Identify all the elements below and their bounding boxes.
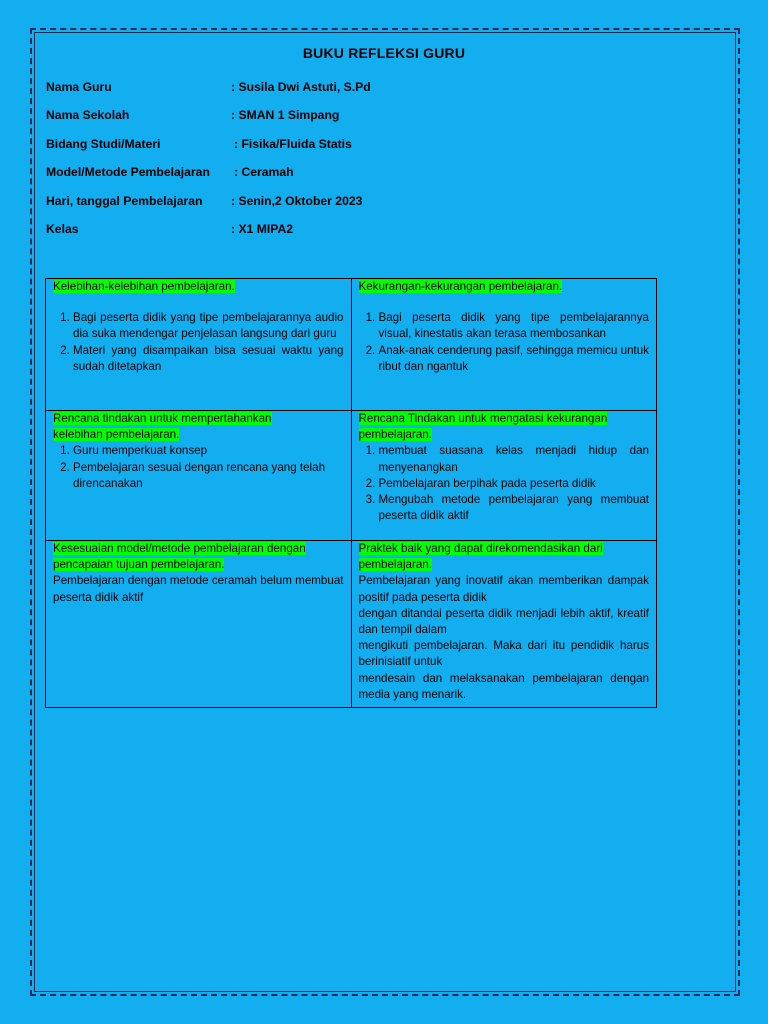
spacer <box>53 295 344 310</box>
cell-body-line: mengikuti pembelajaran. Maka dari itu pendidik harus berinisiatif untuk <box>358 639 649 669</box>
cell-heading: pembelajaran. <box>358 558 432 572</box>
list-item: 1. Guru memperkuat konsep <box>73 443 344 459</box>
info-value: : Susila Dwi Astuti, S.Pd <box>231 80 371 94</box>
list-item: 1. Bagi peserta didik yang tipe pembelajarannya visual, kinestatis akan terasa membosankan <box>379 310 650 342</box>
list-item: 2. Anak-anak cenderung pasif, sehingga memicu untuk ribut dan ngantuk <box>379 343 650 375</box>
document-title: BUKU REFLEKSI GURU <box>302 45 466 61</box>
cell-kelebihan <box>46 279 352 411</box>
info-label: Bidang Studi/Materi <box>46 137 161 151</box>
cell-praktek-baik <box>351 541 657 708</box>
cell-heading: Rencana Tindakan untuk mengatasi kekurangan <box>358 412 608 425</box>
list-item: 2. Pembelajaran berpihak pada peserta didik <box>379 476 650 492</box>
cell-body-line: dengan ditandai peserta didik menjadi lebih aktif, kreatif dan tempil dalam <box>358 606 649 637</box>
list-item: 1. membuat suasana kelas menjadi hidup dan menyenangkan <box>379 443 650 475</box>
cell-rencana-mengatasi <box>351 411 657 541</box>
info-value: : X1 MIPA2 <box>231 222 294 236</box>
cell-heading: Kekurangan-kekurangan pembelajaran. <box>358 280 563 293</box>
cell-heading: Rencana tindakan untuk mempertahankan <box>53 412 272 425</box>
list-item: 1. Bagi peserta didik yang tipe pembelajarannya audio dia suka mendengar penjelasan langsung dari guru <box>73 310 344 342</box>
cell-heading: kelebihan pembelajaran. <box>53 428 180 442</box>
cell-heading: pembelajaran. <box>358 428 432 442</box>
cell-heading: Kesesuaian model/metode pembelajaran dengan <box>53 542 306 555</box>
spacer <box>359 295 650 310</box>
cell-heading: Kelebihan-kelebihan pembelajaran. <box>53 280 235 293</box>
cell-kekurangan <box>351 279 657 411</box>
cell-body-line: mendesain dan melaksanakan pembelajaran dengan media yang menarik. <box>358 671 649 701</box>
kekurangan-list <box>359 310 650 375</box>
info-label: Hari, tanggal Pembelajaran <box>46 194 203 208</box>
list-item: 2. Materi yang disampaikan bisa sesuai waktu yang sudah ditetapkan <box>73 343 344 375</box>
cell-body: Pembelajaran dengan metode ceramah belum membuat peserta didik aktif <box>53 574 344 604</box>
cell-kesesuaian <box>46 541 352 708</box>
table-row <box>46 411 657 541</box>
info-value: : SMAN 1 Simpang <box>231 108 340 122</box>
list-item: 3. Mengubah metode pembelajaran yang membuat peserta didik aktif <box>379 492 650 524</box>
info-label: Model/Metode Pembelajaran <box>46 165 210 179</box>
cell-heading: pencapaian tujuan pembelajaran. <box>53 558 225 572</box>
reflection-table <box>45 278 657 708</box>
cell-rencana-mempertahankan <box>46 411 352 541</box>
table-row <box>46 541 657 708</box>
cell-body-line: Pembelajaran yang inovatif akan memberikan dampak positif pada peserta didik <box>358 574 649 604</box>
list-item: 2. Pembelajaran sesuai dengan rencana yang telah direncanakan <box>73 460 344 492</box>
rencana-mempertahankan-list <box>53 443 344 492</box>
kelebihan-list <box>53 310 344 375</box>
info-label: Nama Guru <box>46 80 112 94</box>
info-label: Nama Sekolah <box>46 108 130 122</box>
info-label: Kelas <box>46 222 79 236</box>
rencana-mengatasi-list <box>359 443 650 524</box>
cell-heading: Praktek baik yang dapat direkomendasikan dari <box>358 542 603 555</box>
info-value: : Senin,2 Oktober 2023 <box>231 194 363 208</box>
info-value: : Fisika/Fluida Statis <box>234 137 352 151</box>
info-value: : Ceramah <box>234 165 294 179</box>
table-row <box>46 279 657 411</box>
